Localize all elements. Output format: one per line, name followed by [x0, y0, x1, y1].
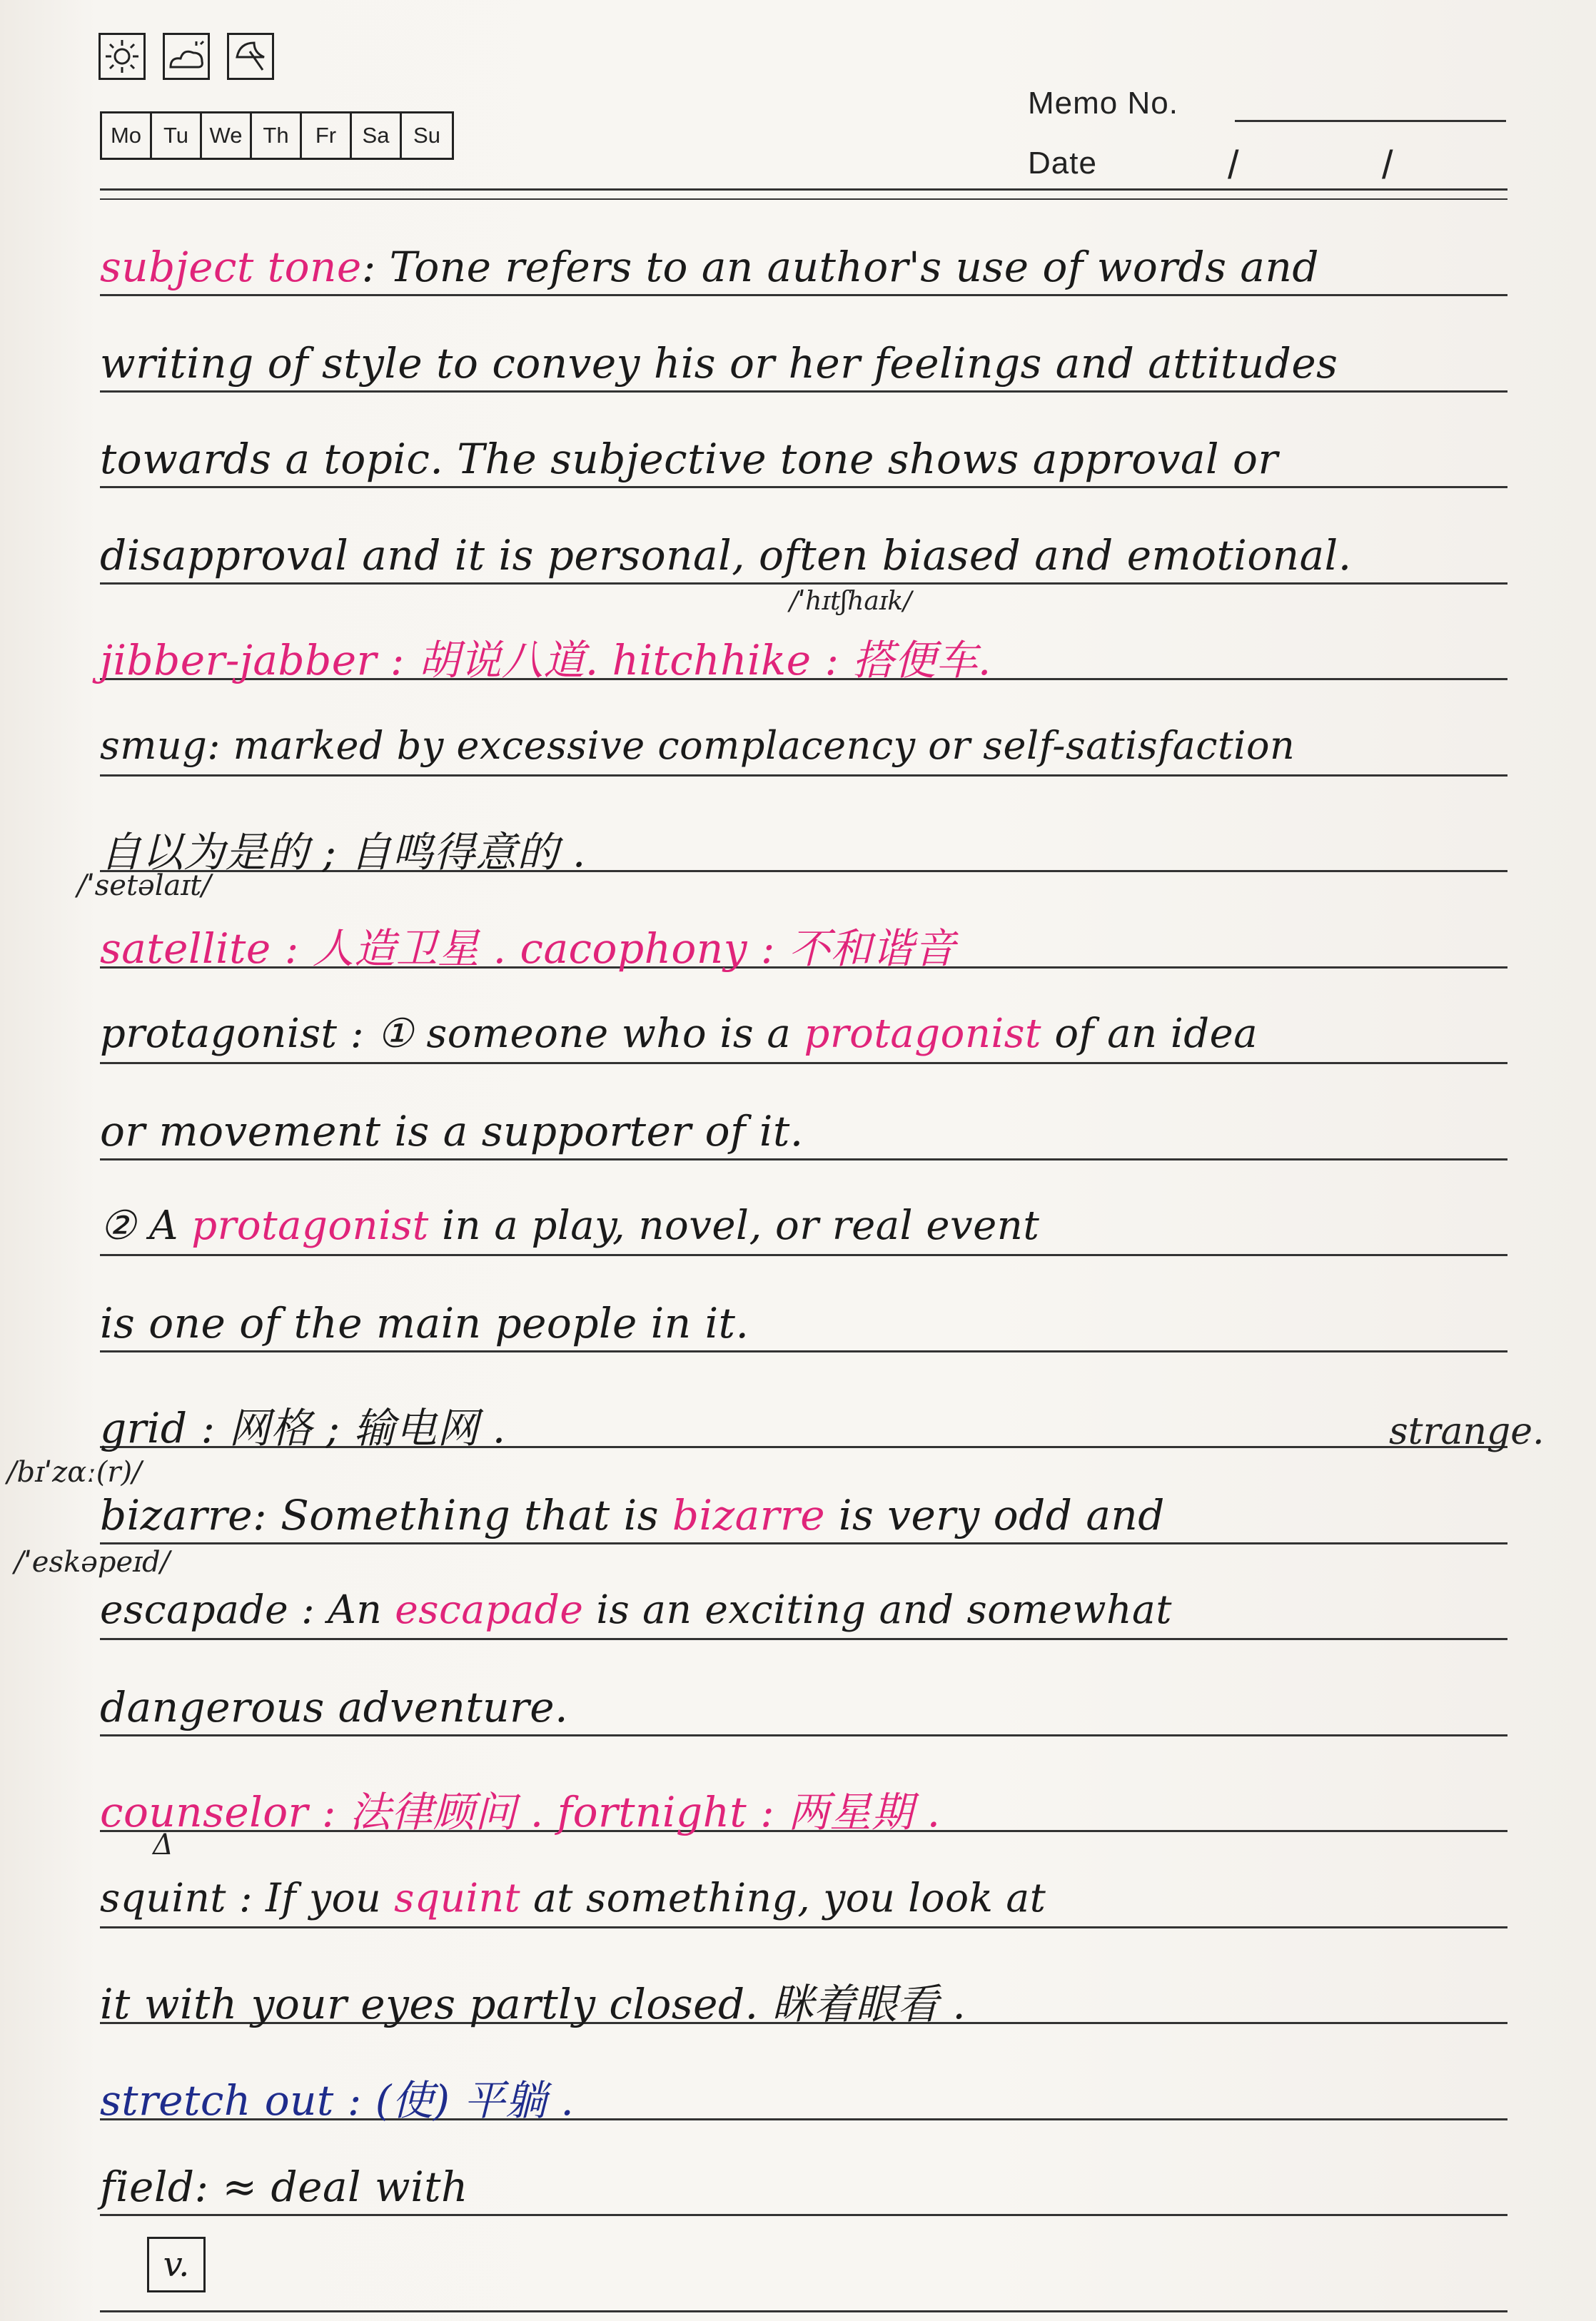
note-segment — [507, 924, 520, 973]
part-of-speech-box: v. — [147, 2237, 206, 2292]
date-separator: / — [1382, 142, 1393, 187]
hitchhike-phonetic: /ˈhɪtʃhaɪk/ — [789, 587, 912, 616]
note-segment: jibber-jabber : 胡说八道. — [100, 636, 599, 684]
note-line — [100, 1107, 804, 1156]
header-divider — [100, 188, 1507, 191]
ruled-line — [100, 1926, 1507, 1928]
ruled-line — [100, 1638, 1507, 1640]
note-line — [100, 243, 1319, 291]
note-line — [100, 1299, 749, 1347]
note-segment: ② A — [100, 1203, 192, 1249]
ruled-line — [100, 486, 1507, 488]
note-line — [100, 1491, 1165, 1539]
note-segment — [599, 636, 612, 684]
escapade-phonetic: /ˈeskəpeɪd/ — [14, 1546, 171, 1579]
weekday-tu[interactable]: Tu — [152, 113, 202, 158]
note-segment: dangerous adventure. — [100, 1682, 569, 1731]
note-segment: subject tone — [100, 243, 362, 291]
weekday-mo[interactable]: Mo — [102, 113, 152, 158]
ruled-line — [100, 582, 1507, 585]
note-line — [100, 1683, 568, 1731]
note-segment: it with your eyes partly closed. 眯着眼看 . — [100, 1980, 966, 2028]
note-line — [100, 915, 956, 975]
ruled-line — [100, 2214, 1507, 2216]
note-segment: is very odd and — [825, 1490, 1165, 1539]
note-line — [100, 1779, 941, 1839]
note-line — [100, 1875, 1046, 1921]
note-segment: escapade — [395, 1587, 584, 1632]
ruled-line — [100, 1254, 1507, 1256]
note-line — [100, 723, 1295, 768]
note-segment: hitchhike : 搭便车. — [612, 636, 991, 684]
weekday-selector — [100, 111, 454, 160]
note-segment: bizarre — [672, 1490, 826, 1539]
note-segment: in a play, novel, or real event — [428, 1203, 1040, 1249]
note-segment: at something, you look at — [520, 1874, 1046, 1921]
date-separator: / — [1228, 142, 1239, 187]
note-segment: towards a topic. The subjective tone shows approval or — [100, 435, 1278, 483]
ruled-line — [100, 774, 1507, 777]
ruled-line — [100, 390, 1507, 393]
note-segment: or movement is a supporter of it. — [100, 1106, 804, 1156]
weekday-th[interactable]: Th — [252, 113, 302, 158]
note-segment: bizarre: Something that is — [100, 1490, 672, 1539]
note-segment: is an exciting and somewhat — [583, 1587, 1172, 1632]
note-segment: fortnight : 两星期 . — [557, 1788, 941, 1836]
counselor-mark: Δ — [153, 1829, 173, 1861]
umbrella-icon[interactable] — [227, 33, 274, 80]
note-line — [100, 531, 1352, 580]
date-label: Date — [1028, 146, 1097, 181]
note-line — [100, 435, 1278, 483]
ruled-line — [100, 1062, 1507, 1064]
note-segment: 自以为是的 ; 自鸣得意的 . — [100, 828, 586, 876]
ruled-line — [100, 294, 1507, 296]
note-segment — [544, 1788, 557, 1836]
weekday-su[interactable]: Su — [413, 123, 440, 148]
note-segment: disapproval and it is personal, often biased and emotional. — [100, 530, 1352, 580]
margin-note-strange: strange. — [1389, 1410, 1545, 1453]
note-segment: protagonist — [804, 1011, 1042, 1057]
note-segment: escapade : An — [100, 1587, 395, 1632]
satellite-phonetic: /ˈsetəlaɪt/ — [77, 869, 211, 902]
memo-number-field[interactable] — [1235, 120, 1506, 122]
ruled-line — [100, 1734, 1507, 1736]
note-line — [100, 1971, 966, 2031]
note-segment: grid : 网格 ; 输电网 . — [100, 1404, 506, 1452]
sun-icon[interactable] — [99, 33, 146, 80]
note-line — [100, 1203, 1039, 1249]
note-line — [100, 1011, 1258, 1057]
note-line — [100, 1395, 506, 1455]
note-line — [100, 2163, 468, 2211]
note-segment: counselor : 法律顾问 . — [100, 1788, 544, 1836]
note-line — [100, 627, 991, 687]
note-segment: is one of the main people in it. — [100, 1298, 749, 1347]
note-segment: field: ≈ deal with — [100, 2163, 468, 2211]
memo-number-label: Memo No. — [1028, 86, 1178, 121]
note-segment: of an idea — [1041, 1011, 1258, 1057]
weather-icons — [99, 33, 274, 80]
note-line — [100, 1587, 1172, 1632]
note-segment: cacophony : 不和谐音 — [520, 924, 956, 973]
note-segment: protagonist : ① someone who is a — [100, 1011, 804, 1057]
ruled-line — [100, 1158, 1507, 1160]
note-segment: protagonist — [191, 1203, 429, 1249]
ruled-line — [100, 1350, 1507, 1352]
note-segment: writing of style to convey his or her feelings and attitudes — [100, 338, 1338, 388]
note-segment: smug: marked by excessive complacency or self-satisfaction — [100, 722, 1296, 768]
note-line — [100, 339, 1338, 388]
note-segment: squint — [394, 1874, 521, 1921]
weekday-sa[interactable]: Sa — [352, 113, 402, 158]
note-line — [100, 2067, 574, 2127]
bizarre-phonetic: /bɪˈzɑː(r)/ — [7, 1456, 142, 1489]
note-segment: stretch out : (使) 平躺 . — [100, 2075, 575, 2125]
cloud-sun-icon[interactable] — [163, 33, 210, 80]
header-divider — [100, 198, 1507, 200]
note-segment: : Tone refers to an author's use of words and — [361, 243, 1319, 291]
ruled-line — [100, 2310, 1507, 2312]
note-segment: satellite : 人造卫星 . — [100, 924, 507, 973]
weekday-we[interactable]: We — [202, 113, 252, 158]
ruled-line — [100, 1542, 1507, 1544]
weekday-fr[interactable]: Fr — [302, 113, 352, 158]
note-segment: squint : If you — [100, 1874, 395, 1921]
